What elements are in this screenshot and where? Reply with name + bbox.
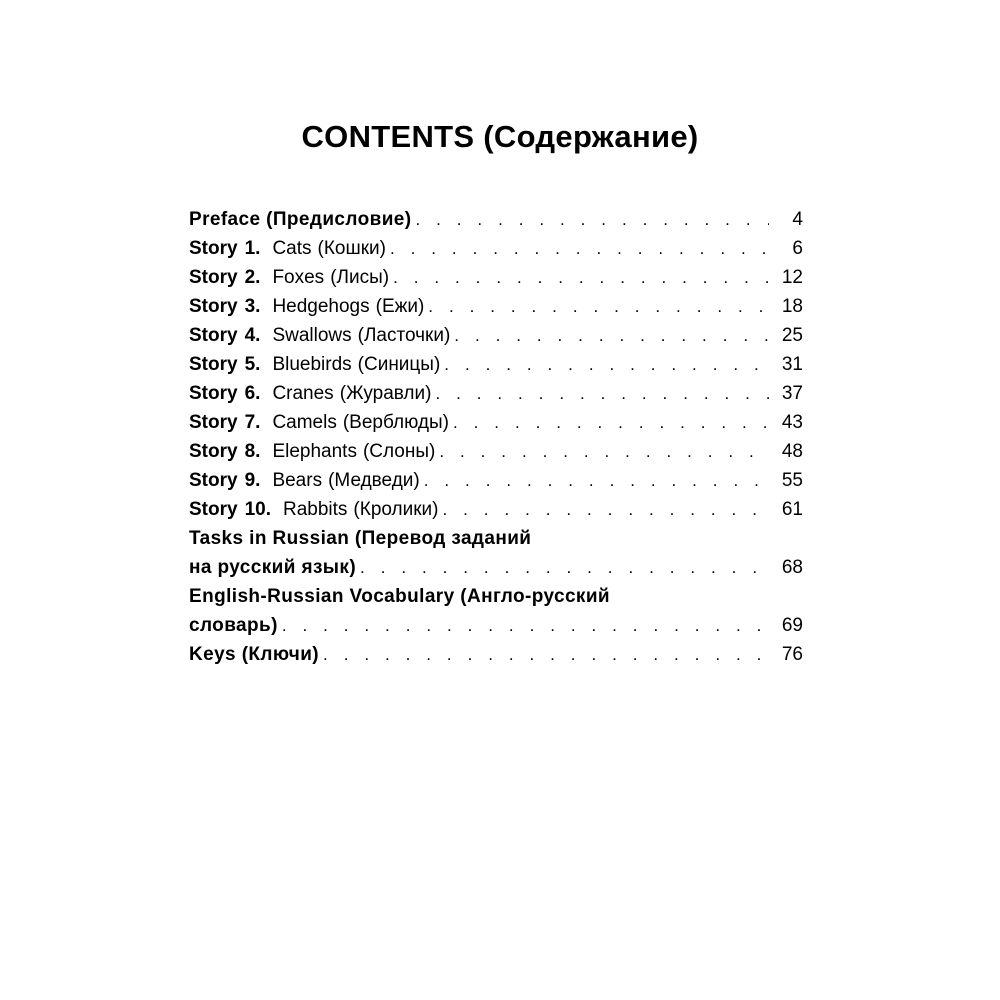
dot-leader [435, 379, 769, 408]
toc-entry-label: English-Russian Vocabulary (Англо-русский [189, 586, 611, 607]
story-number: 6. [244, 383, 261, 404]
toc-entry-label: Keys (Ключи) [189, 644, 320, 665]
toc-entry-label [189, 321, 450, 350]
dot-leader [360, 553, 769, 582]
story-number: 2. [244, 267, 261, 288]
story-word: Story [189, 238, 238, 259]
toc-entry-story [189, 350, 803, 379]
story-title-en: Rabbits [283, 499, 348, 520]
toc-entry-tasks [189, 553, 803, 582]
story-title-en: Camels [272, 412, 337, 433]
page-title: CONTENTS (Содержание) [301, 119, 699, 154]
story-title-ru: (Ежи) [375, 296, 425, 317]
dot-leader [323, 640, 769, 669]
toc-entry-story [189, 437, 803, 466]
story-word: Story [189, 325, 238, 346]
story-title-en: Cranes [272, 383, 334, 404]
table-of-contents [189, 205, 803, 669]
dot-leader [424, 466, 769, 495]
page-number: 4 [792, 209, 803, 230]
toc-entry-label [189, 495, 439, 524]
dot-leader [444, 350, 769, 379]
page-number: 69 [781, 615, 803, 636]
story-number: 5. [244, 354, 261, 375]
toc-entry-label [189, 292, 424, 321]
toc-entry-label [189, 408, 449, 437]
toc-entry-label [189, 350, 440, 379]
story-number: 3. [244, 296, 261, 317]
toc-entry-story [189, 495, 803, 524]
toc-entry-label [189, 437, 435, 466]
story-word: Story [189, 441, 238, 462]
story-title-en: Hedgehogs [272, 296, 370, 317]
toc-entry-label: словарь) [189, 615, 278, 636]
dot-leader [390, 234, 769, 263]
story-number: 9. [244, 470, 261, 491]
page-number: 61 [781, 499, 803, 520]
toc-entry-story [189, 263, 803, 292]
dot-leader [428, 292, 769, 321]
story-number: 1. [244, 238, 261, 259]
story-title-ru: (Кошки) [317, 238, 386, 259]
page-number: 25 [781, 325, 803, 346]
page-number: 18 [781, 296, 803, 317]
toc-entry-story [189, 408, 803, 437]
toc-entry-story [189, 379, 803, 408]
story-title-ru: (Ласточки) [357, 325, 451, 346]
toc-entry-label [189, 263, 389, 292]
story-word: Story [189, 383, 238, 404]
story-title-en: Elephants [272, 441, 357, 462]
page-number: 37 [781, 383, 803, 404]
story-title-ru: (Кролики) [353, 499, 439, 520]
story-number: 8. [244, 441, 261, 462]
toc-entry-vocabulary [189, 611, 803, 640]
page-number: 68 [781, 557, 803, 578]
toc-entry-label [189, 379, 431, 408]
toc-entry-label [189, 466, 420, 495]
page-number: 76 [781, 644, 803, 665]
story-title-en: Bluebirds [272, 354, 352, 375]
toc-entry-vocabulary-line1 [189, 582, 803, 611]
dot-leader [443, 495, 770, 524]
toc-entry-story [189, 234, 803, 263]
story-word: Story [189, 296, 238, 317]
page-number: 31 [781, 354, 803, 375]
toc-entry-tasks-line1 [189, 524, 803, 553]
toc-entry-label [189, 234, 386, 263]
story-word: Story [189, 267, 238, 288]
story-title-ru: (Синицы) [357, 354, 441, 375]
story-title-en: Bears [272, 470, 323, 491]
story-word: Story [189, 354, 238, 375]
toc-entry-keys [189, 640, 803, 669]
story-title-ru: (Журавли) [339, 383, 432, 404]
story-title-ru: (Верблюды) [342, 412, 449, 433]
story-title-ru: (Слоны) [362, 441, 436, 462]
story-title-en: Foxes [272, 267, 325, 288]
page-number: 43 [781, 412, 803, 433]
story-word: Story [189, 412, 238, 433]
story-number: 10. [244, 499, 271, 520]
dot-leader [282, 611, 769, 640]
dot-leader [393, 263, 769, 292]
page-number: 12 [781, 267, 803, 288]
page-number: 48 [781, 441, 803, 462]
toc-entry-label: Preface (Предисловие) [189, 209, 412, 230]
dot-leader [454, 321, 769, 350]
toc-entry-label: на русский язык) [189, 557, 357, 578]
story-title-en: Cats [272, 238, 312, 259]
story-title-en: Swallows [272, 325, 352, 346]
toc-entry-story [189, 292, 803, 321]
page-number: 55 [781, 470, 803, 491]
story-word: Story [189, 470, 238, 491]
story-number: 4. [244, 325, 261, 346]
dot-leader [453, 408, 769, 437]
story-number: 7. [244, 412, 261, 433]
toc-entry-label: Tasks in Russian (Перевод заданий [189, 528, 532, 549]
dot-leader [415, 205, 769, 234]
toc-entry-story [189, 466, 803, 495]
story-title-ru: (Лисы) [330, 267, 390, 288]
toc-entry-preface [189, 205, 803, 234]
story-title-ru: (Медведи) [328, 470, 420, 491]
page-number: 6 [792, 238, 803, 259]
toc-entry-story [189, 321, 803, 350]
story-word: Story [189, 499, 238, 520]
dot-leader [439, 437, 769, 466]
